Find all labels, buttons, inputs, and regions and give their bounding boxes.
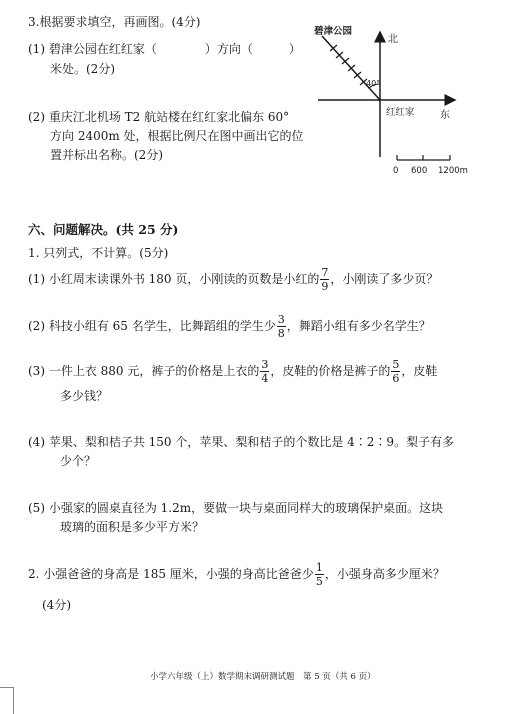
problem-3-text-c: ，皮鞋 <box>401 364 438 378</box>
problem-3-fraction-1-num: 3 <box>261 357 269 371</box>
q2-text-a: 2. 小强爸爸的身高是 185 厘米，小强的身高比爸爸少 <box>28 567 314 581</box>
problem-3-fraction-2 <box>391 359 400 384</box>
q3-part2-line2: 方向 2400m 处，根据比例尺在图中画出它的位 <box>50 129 304 143</box>
corner-mark-left <box>0 687 14 688</box>
problem-2 <box>28 313 431 339</box>
corner-mark-left-vertical <box>13 687 14 714</box>
problem-3-text-a: (3) 一件上衣 880 元，裤子的价格是上衣的 <box>28 364 260 378</box>
problem-1-fraction-num: 7 <box>321 265 329 279</box>
q2-fraction-den: 5 <box>315 574 323 588</box>
q3-part2-line3: 置并标出名称。(2分) <box>50 148 163 162</box>
north-label: 北 <box>388 34 398 45</box>
park-label: 碧津公园 <box>314 26 353 37</box>
q2-fraction <box>315 562 324 587</box>
q3-part2-line1: (2) 重庆江北机场 T2 航站楼在红红家北偏东 60° <box>28 110 290 124</box>
page-footer: 小学六年级（上）数学期末调研测试题 第 5 页（共 6 页） <box>150 672 376 682</box>
angle-label: 40° <box>366 79 381 88</box>
problem-1 <box>28 266 438 292</box>
problem-2-fraction-num: 3 <box>277 312 285 326</box>
east-label: 东 <box>440 110 450 121</box>
direction-map <box>300 22 500 182</box>
q3-part1-line1: (1) 碧津公园在红红家（ ）方向（ ） <box>28 42 301 56</box>
problem-1-text-b: ，小刚读了多少页？ <box>330 272 439 286</box>
problem-3 <box>28 358 437 384</box>
problem-3-fraction-2-num: 5 <box>392 357 400 371</box>
problem-3-line2: 多少钱？ <box>60 389 109 403</box>
problem-1-fraction-den: 9 <box>321 279 329 293</box>
q2-fraction-num: 1 <box>315 560 323 574</box>
section6-title: 六、问题解决。(共 25 分) <box>28 222 179 237</box>
problem-3-fraction-1 <box>260 359 269 384</box>
problem-3-text-b: ，皮鞋的价格是裤子的 <box>270 364 391 378</box>
q2-points: (4分) <box>42 598 71 612</box>
q2-text-b: ，小强身高多少厘米？ <box>324 567 445 581</box>
problem-2-text-b: ，舞蹈小组有多少名学生？ <box>286 319 431 333</box>
scale-label-0: 0 <box>393 166 399 176</box>
problem-4-line1: (4) 苹果、梨和桔子共 150 个，苹果、梨和桔子的个数比是 4∶2∶9。梨子有多 <box>28 435 455 449</box>
q3-part1-line2: 米处。(2分) <box>50 62 115 76</box>
scale-label-600: 600 <box>411 166 428 176</box>
problem-5-line1: (5) 小强家的圆桌直径为 1.2m，要做一块与桌面同样大的玻璃保护桌面。这块 <box>28 501 444 515</box>
problem-1-text-a: (1) 小红周末读课外书 180 页，小刚读的页数是小红的 <box>28 272 320 286</box>
problem-2-fraction-den: 8 <box>277 326 285 340</box>
problem-2-text-a: (2) 科技小组有 65 名学生，比舞蹈组的学生少 <box>28 319 276 333</box>
home-label: 红红家 <box>386 107 415 118</box>
scale-bar <box>397 155 450 160</box>
problem-3-fraction-2-den: 6 <box>392 371 400 385</box>
q3-title: 3.根据要求填空，再画图。(4分) <box>28 15 201 29</box>
problem-1-fraction <box>320 267 329 292</box>
section6-q1-title: 1. 只列式，不计算。(5分) <box>28 246 169 260</box>
problem-4-line2: 少个？ <box>60 454 97 468</box>
section6-q2 <box>28 561 445 587</box>
problem-3-fraction-1-den: 4 <box>261 371 269 385</box>
problem-5-line2: 玻璃的面积是多少平方米？ <box>60 520 205 534</box>
scale-label-1200m: 1200m <box>438 166 468 176</box>
problem-2-fraction <box>277 314 286 339</box>
